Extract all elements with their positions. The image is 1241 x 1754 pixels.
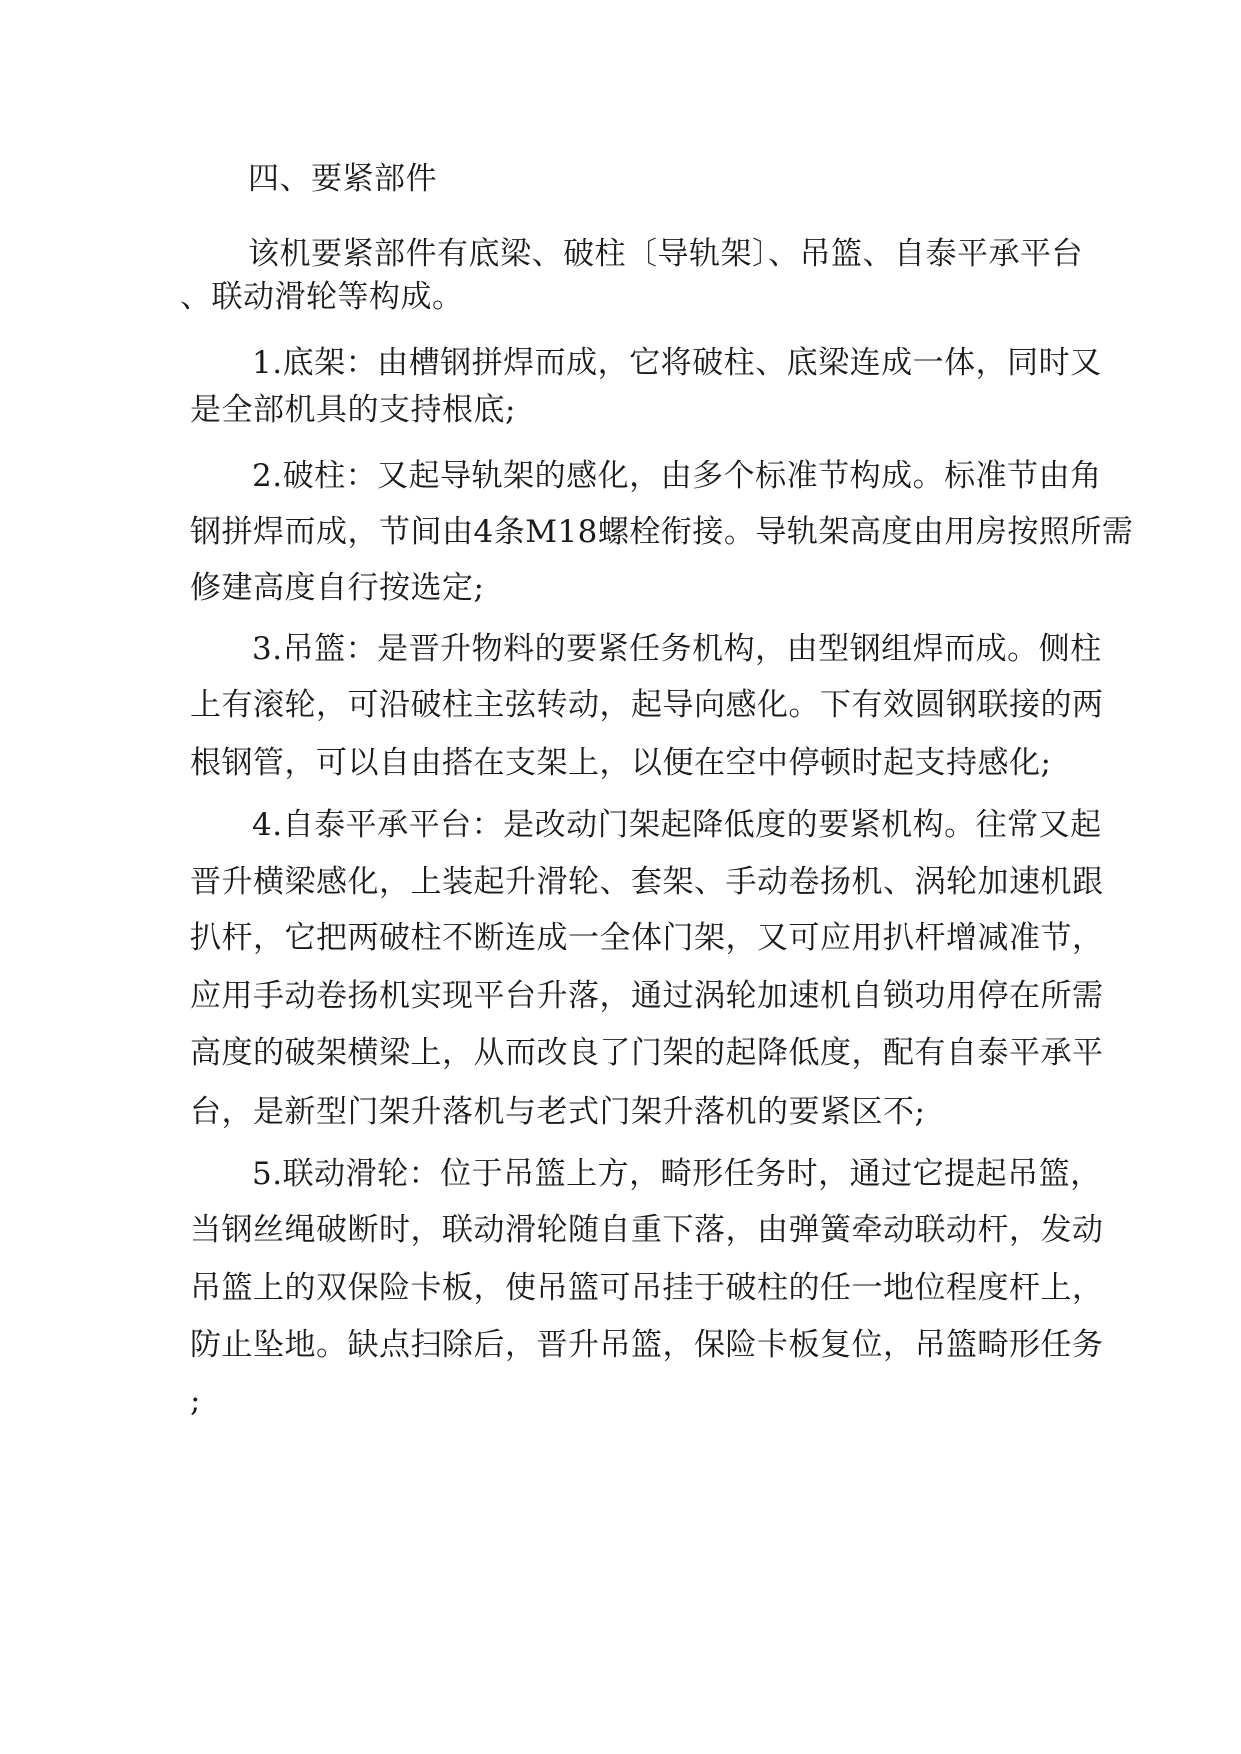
paragraph-line: 修建高度自行按选定;: [190, 570, 485, 606]
paragraph-line: 2.破柱：又起导轨架的感化，由多个标准节构成。标准节由角: [252, 458, 1102, 494]
section-heading: 四、要紧部件: [248, 161, 437, 197]
paragraph-line: 应用手动卷扬机实现平台升落，通过涡轮加速机自锁功用停在所需: [190, 978, 1104, 1014]
paragraph-line: 高度的破架横梁上，从而改良了门架的起降低度，配有自泰平承平: [190, 1035, 1104, 1071]
paragraph-line: 晋升横梁感化，上装起升滑轮、套架、手动卷扬机、涡轮加速机跟: [190, 864, 1104, 900]
paragraph-line: 3.吊篮：是晋升物料的要紧任务机构，由型钢组焊而成。侧柱: [252, 631, 1102, 667]
paragraph-line: 1.底架：由槽钢拼焊而成，它将破柱、底梁连成一体，同时又: [252, 345, 1102, 381]
paragraph-line: 5.联动滑轮：位于吊篮上方，畸形任务时，通过它提起吊篮，: [252, 1156, 1102, 1192]
paragraph-line: 当钢丝绳破断时，联动滑轮随自重下落，由弹簧牵动联动杆，发动: [190, 1212, 1104, 1248]
paragraph-line: 台，是新型门架升落机与老式门架升落机的要紧区不;: [190, 1094, 926, 1130]
paragraph-line: 扒杆，它把两破柱不断连成一全体门架，又可应用扒杆增减准节，: [190, 920, 1104, 956]
paragraph-line: 根钢管，可以自由搭在支架上，以便在空中停顿时起支持感化;: [190, 745, 1052, 781]
paragraph-line: 、联动滑轮等构成。: [180, 279, 464, 315]
paragraph-line: 4.自泰平承平台：是改动门架起降低度的要紧机构。往常又起: [252, 807, 1102, 843]
paragraph-line: 钢拼焊而成，节间由4条M18螺栓衔接。导轨架高度由用房按照所需: [190, 514, 1134, 550]
paragraph-line: 上有滚轮，可沿破柱主弦转动，起导向感化。下有效圆钢联接的两: [190, 687, 1104, 723]
paragraph-line: ;: [190, 1383, 201, 1419]
paragraph-line: 该机要紧部件有底梁、破柱〔导轨架〕、吊篮、自泰平承平台: [248, 236, 1083, 272]
paragraph-line: 吊篮上的双保险卡板，使吊篮可吊挂于破柱的任一地位程度杆上，: [190, 1270, 1104, 1306]
paragraph-line: 防止坠地。缺点扫除后，晋升吊篮，保险卡板复位，吊篮畸形任务: [190, 1327, 1104, 1363]
paragraph-line: 是全部机具的支持根底;: [190, 392, 516, 428]
